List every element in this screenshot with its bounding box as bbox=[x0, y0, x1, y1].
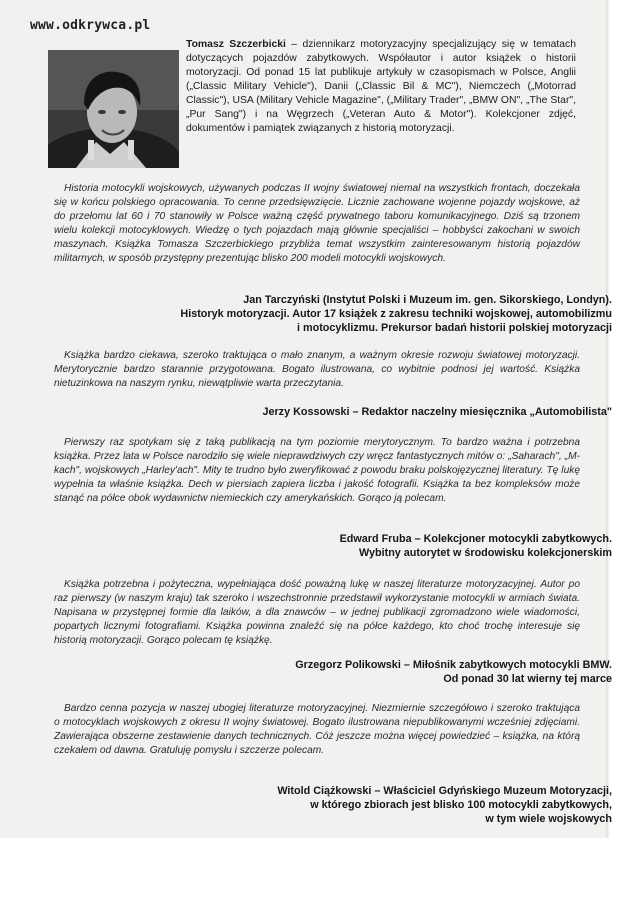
review-1-text: Historia motocykli wojskowych, używanych podczas II wojny światowej niemal na wszystkich frontach, doczekała się w końcu polskiego opracowania. To cenne przedsięwzięcie. Licznie zachowane wojenne pojazdy wojskowe, aż do przełomu lat 60 i 70 stanowiły w Polsce ważną część prywatnego taboru komunikacyjnego. Dziś są trzonem wielu kolekcji motocyklowych. Wiedzę o tych pojazdach mają głównie specjaliści – hobbyści zakochani w swoich maszynach. Książka Tomasza Szczerbickiego przybliża temat wszystkim zainteresowanym historią pojazdów militarnych, w sposób przystępny prezentując blisko 200 modeli motocykli wojskowych. bbox=[54, 183, 580, 264]
author-bio bbox=[186, 38, 576, 136]
review-2-signature bbox=[132, 405, 612, 419]
signature-line: Historyk motoryzacji. Autor 17 książek z zakresu techniki wojskowej, automobilizmu bbox=[180, 308, 612, 320]
signature-line: w tym wiele wojskowych bbox=[485, 813, 612, 825]
signature-line: w którego zbiorach jest blisko 100 motocykli zabytkowych, bbox=[310, 799, 612, 811]
signature-line: Witold Ciążkowski – Właściciel Gdyńskiego Muzeum Motoryzacji, bbox=[277, 785, 612, 797]
review-4-text: Książka potrzebna i pożyteczna, wypełniająca dość poważną lukę w naszej literaturze motoryzacyjnej. Autor po raz pierwszy (w naszym kraju) tak szeroko i wszechstronnie przedstawił wykorzystanie motocykli w armiach świata. Napisana w przystępnej formie dla laików, a dla znawców – w jednej publikacji zgromadzono wiele wiadomości, popartych licznymi fotografiami. Książka powinna znaleźć się na półce każdego, kto choć trochę interesuje się historią motoryzacji. Gorąco polecam tę książkę. bbox=[54, 579, 580, 646]
review-4-signature bbox=[132, 658, 612, 686]
signature-line: Jan Tarczyński (Instytut Polski i Muzeum im. gen. Sikorskiego, Londyn). bbox=[243, 294, 612, 306]
review-1-signature bbox=[132, 293, 612, 335]
signature-line: i motocyklizmu. Prekursor badań historii polskiej motoryzacji bbox=[297, 322, 612, 334]
review-3-text: Pierwszy raz spotykam się z taką publikacją na tym poziomie merytorycznym. To bardzo ważna i potrzebna książka. Przez lata w Polsce narodziło się wiele nieprawdziwych czy wręcz fantastycznych mitów o: „Saharach", „M-kach", wojskowych „Harley'ach". Mity te trudno było zweryfikować z powodu braku polskojęzycznej literatury. Tę lukę wypełnia ta właśnie książka. Dech w piersiach zapiera liczba i jakość fotografii. Książka ta bez kompleksów może stanąć na półce obok wydawnictw niemieckich czy amerykańskich. Gorąco ją polecam. bbox=[54, 437, 580, 504]
signature-line: Jerzy Kossowski – Redaktor naczelny miesięcznika „Automobilista" bbox=[262, 406, 612, 418]
review-5-signature bbox=[132, 784, 612, 826]
author-portrait-image bbox=[48, 50, 179, 168]
signature-line: Od ponad 30 lat wierny tej marce bbox=[443, 673, 612, 685]
signature-line: Grzegorz Polikowski – Miłośnik zabytkowych motocykli BMW. bbox=[295, 659, 612, 671]
page-edge-shadow bbox=[606, 0, 610, 838]
review-3-signature bbox=[132, 532, 612, 560]
signature-line: Wybitny autorytet w środowisku kolekcjonerskim bbox=[359, 547, 612, 559]
author-bio-text: – dziennikarz motoryzacyjny specjalizujący się w tematach dotyczących pojazdów zabytkowych. Współautor i autor książek o historii motoryzacji. Od ponad 15 lat publikuje artykuły w czasopismach w Polsce, Anglii („Classic Military Vehicle"), Danii („Classic Bil & MC"), Niemczech („Motorrad Classic"), USA (Military Vehicle Magazine", („Military Trader", „BMW ON", „The Star", „Pur Sang") i na Węgrzech („Veteran Auto & Motor"). Kolekcjoner zdjęć, dokumentów i pamiątek związanych z historią motoryzacji. bbox=[186, 39, 576, 134]
author-photo bbox=[48, 50, 179, 168]
watermark: www.odkrywca.pl bbox=[30, 18, 151, 33]
signature-line: Edward Fruba – Kolekcjoner motocykli zabytkowych. bbox=[339, 533, 612, 545]
review-2-text: Książka bardzo ciekawa, szeroko traktująca o mało znanym, a ważnym okresie rozwoju światowej motoryzacji. Merytorycznie bardzo starannie przygotowana. Bogato ilustrowana, co wybitnie podnosi jej wartość. Książka nietuzinkowa na naszym rynku, niewątpliwie warta przeczytania. bbox=[54, 350, 580, 389]
review-5-text: Bardzo cenna pozycja w naszej ubogiej literaturze motoryzacyjnej. Niezmiernie szczegółowo i szeroko traktująca o motocyklach wojskowych z okresu II wojny światowej. Bogato ilustrowana niepublikowanymi wcześniej zdjęciami. Zawierająca obszerne zestawienie danych technicznych. Cóż jeszcze można więcej powiedzieć – książka, na którą czekałem od dawna. Gratuluję pomysłu i szczerze polecam. bbox=[54, 703, 580, 756]
author-name: Tomasz Szczerbicki bbox=[186, 39, 286, 50]
